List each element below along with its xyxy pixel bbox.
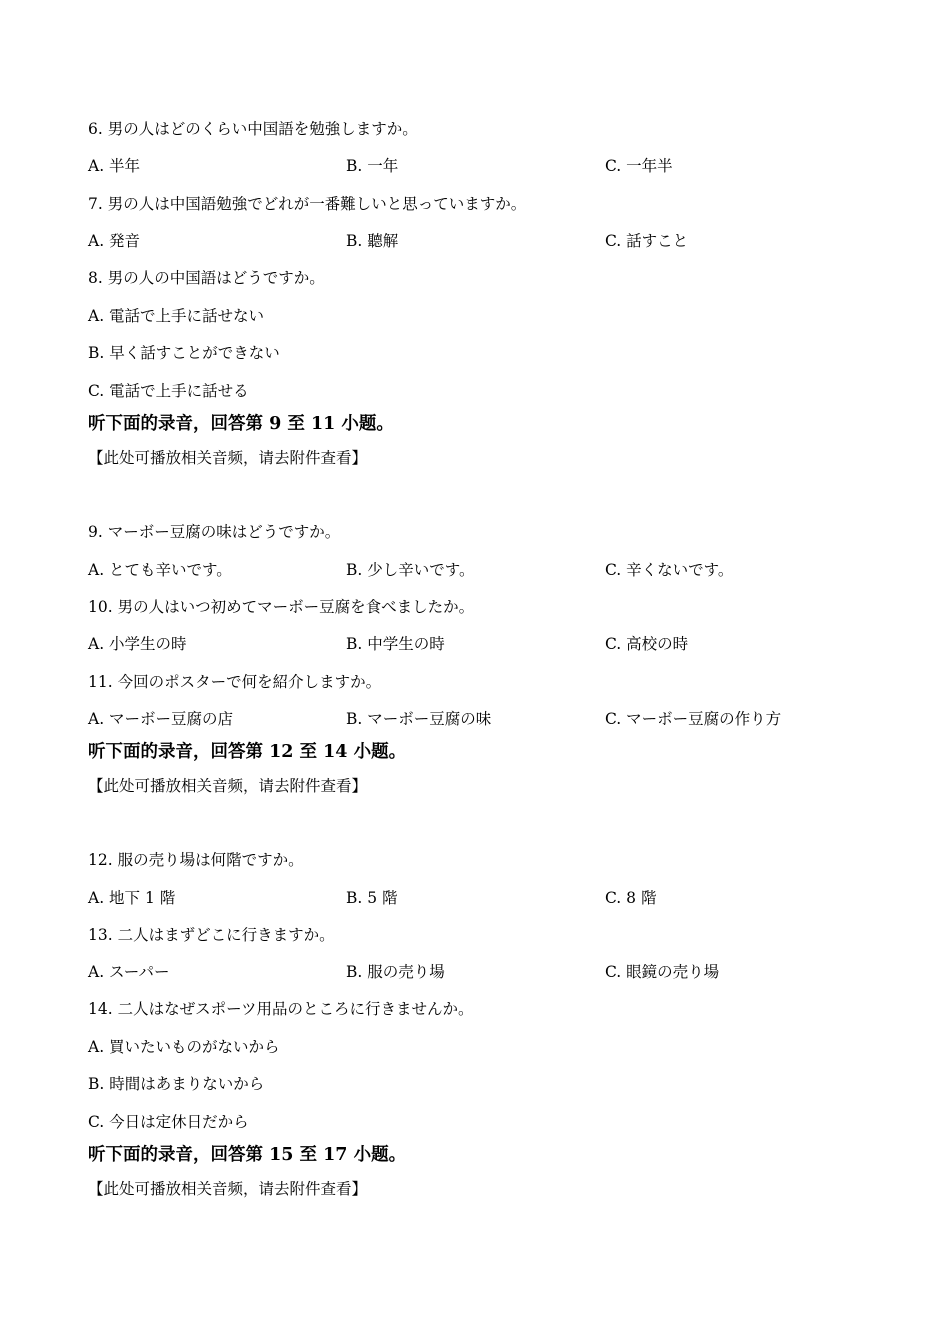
option-9c: C. 辛くないです。 xyxy=(605,561,734,579)
option-6b: B. 一年 xyxy=(346,157,399,175)
question-6: 6. 男の人はどのくらい中国語を勉強しますか。 xyxy=(88,120,418,138)
option-14a: A. 買いたいものがないから xyxy=(88,1038,280,1056)
option-13c: C. 眼鏡の売り場 xyxy=(605,963,720,981)
option-10c: C. 高校の時 xyxy=(605,635,689,653)
option-12c: C. 8 階 xyxy=(605,889,657,907)
option-10b: B. 中学生の時 xyxy=(346,635,445,653)
question-14: 14. 二人はなぜスポーツ用品のところに行きませんか。 xyxy=(88,1000,474,1018)
option-8c: C. 電話で上手に話せる xyxy=(88,382,249,400)
question-11: 11. 今回のポスターで何を紹介しますか。 xyxy=(88,673,382,691)
option-7c: C. 話すこと xyxy=(605,232,689,250)
option-14b: B. 時間はあまりないから xyxy=(88,1075,265,1093)
question-13: 13. 二人はまずどこに行きますか。 xyxy=(88,926,335,944)
audio-note: 【此处可播放相关音频，请去附件查看】 xyxy=(88,449,368,467)
question-10: 10. 男の人はいつ初めてマーボー豆腐を食べましたか。 xyxy=(88,598,475,616)
section-header-9-11: 听下面的录音，回答第 9 至 11 小题。 xyxy=(88,414,394,434)
option-7a: A. 発音 xyxy=(88,232,141,250)
audio-note: 【此处可播放相关音频，请去附件查看】 xyxy=(88,777,368,795)
option-12a: A. 地下 1 階 xyxy=(88,889,176,907)
question-8: 8. 男の人の中国語はどうですか。 xyxy=(88,269,325,287)
option-14c: C. 今日は定休日だから xyxy=(88,1113,249,1131)
section-header-12-14: 听下面的录音，回答第 12 至 14 小题。 xyxy=(88,742,407,762)
section-header-15-17: 听下面的录音，回答第 15 至 17 小题。 xyxy=(88,1145,407,1165)
option-6c: C. 一年半 xyxy=(605,157,673,175)
option-11b: B. マーボー豆腐の味 xyxy=(346,710,492,728)
option-11a: A. マーボー豆腐の店 xyxy=(88,710,234,728)
option-7b: B. 聽解 xyxy=(346,232,399,250)
option-8a: A. 電話で上手に話せない xyxy=(88,307,265,325)
option-6a: A. 半年 xyxy=(88,157,141,175)
option-13b: B. 服の売り場 xyxy=(346,963,445,981)
question-9: 9. マーボー豆腐の味はどうですか。 xyxy=(88,523,341,541)
audio-note: 【此处可播放相关音频，请去附件查看】 xyxy=(88,1180,368,1198)
question-12: 12. 服の売り場は何階ですか。 xyxy=(88,851,304,869)
question-7: 7. 男の人は中国語勉強でどれが一番難しいと思っていますか。 xyxy=(88,195,527,213)
option-9b: B. 少し辛いです。 xyxy=(346,561,475,579)
option-13a: A. スーパー xyxy=(88,963,170,981)
option-12b: B. 5 階 xyxy=(346,889,398,907)
option-10a: A. 小学生の時 xyxy=(88,635,187,653)
option-11c: C. マーボー豆腐の作り方 xyxy=(605,710,782,728)
option-8b: B. 早く話すことができない xyxy=(88,344,280,362)
option-9a: A. とても辛いです。 xyxy=(88,561,232,579)
